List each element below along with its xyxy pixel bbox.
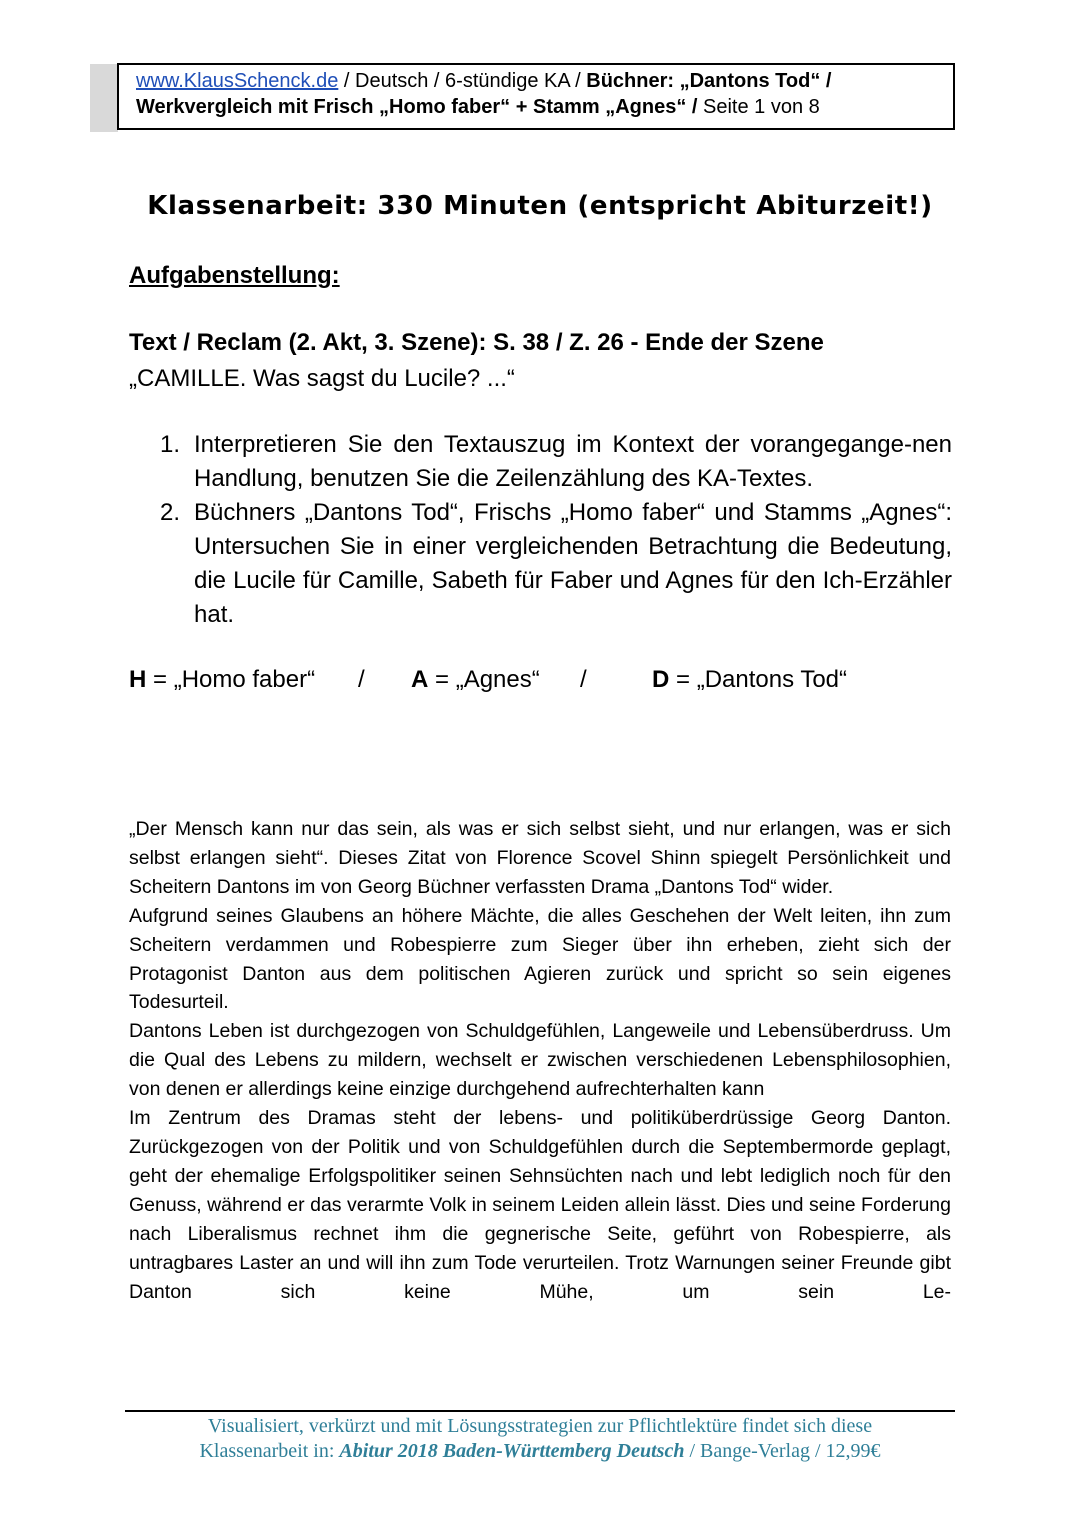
header-subject: / Deutsch / 6-stündige KA / xyxy=(338,70,587,92)
page-number: Seite 1 von 8 xyxy=(697,96,820,118)
page-title: Klassenarbeit: 330 Minuten (entspricht Abiturzeit!) xyxy=(147,191,933,221)
footer-line-2 xyxy=(0,1439,1080,1464)
page-header xyxy=(117,63,955,130)
essay-paragraph: Im Zentrum des Dramas steht der lebens- und politiküberdrüssige Georg Danton. Zurückgezogen von der Politik und von Schuldgefühlen durch die Septembermorde geplagt, geht der ehemalige Erfolgspolitiker seinen Sehnsüchten nach und lebt lediglich noch für den Genuss, während er das verarmte Volk in seinem Leiden allein lässt. Dies und seine Forderung nach Liberalismus rechnet ihm die gegnerische Seite, geführt von Robespierre, als untragbares Laster an und will ihn zum Tode verurteilen. Trotz Warnungen seiner Freunde gibt Danton sich keine Mühe, um sein Le- xyxy=(129,1107,951,1303)
text-reference: Text / Reclam (2. Akt, 3. Szene): S. 38 / Z. 26 - Ende der Szene xyxy=(129,329,824,356)
section-heading: Aufgabenstellung: xyxy=(129,262,340,289)
task-number: 2. xyxy=(160,499,181,526)
legend-value-a: = „Agnes“ xyxy=(428,666,540,693)
website-link[interactable]: www.KlausSchenck.de xyxy=(136,70,339,92)
essay-paragraph: Dantons Leben ist durchgezogen von Schuldgefühlen, Langeweile und Lebensüberdruss. Um die Qual des Lebens zu mildern, wechselt er zwischen verschiedenen Lebensphilosophien, von denen er allerdings keine einzige durchgehend aufrechterhalten kann xyxy=(129,1020,951,1101)
header-accent-bar xyxy=(90,64,118,132)
legend-key-h: H xyxy=(129,666,147,693)
quote-line: „CAMILLE. Was sagst du Lucile? ...“ xyxy=(129,365,515,392)
footer-publisher: / Bange-Verlag / 12,99€ xyxy=(684,1440,881,1462)
legend-separator: / xyxy=(358,666,365,693)
task-list xyxy=(160,428,952,632)
header-line-1 xyxy=(136,68,953,94)
legend-key-d: D xyxy=(652,666,670,693)
header-comparison: Werkvergleich mit Frisch „Homo faber“ + Stamm „Agnes“ / xyxy=(136,96,698,118)
legend-value-d: = „Dantons Tod“ xyxy=(669,666,847,693)
legend-separator: / xyxy=(580,666,587,693)
footer-line-1: Visualisiert, verkürzt und mit Lösungsstrategien zur Pflichtlektüre findet sich diese xyxy=(207,1415,873,1437)
page-footer xyxy=(0,1414,1080,1464)
header-work-title: Büchner: „Dantons Tod“ / xyxy=(586,70,832,92)
task-item xyxy=(160,496,952,632)
footer-prefix: Klassenarbeit in: xyxy=(199,1440,340,1462)
header-line-2 xyxy=(136,94,953,120)
footer-divider xyxy=(125,1410,955,1412)
legend-key-a: A xyxy=(411,666,429,693)
essay-paragraph: „Der Mensch kann nur das sein, als was er sich selbst sieht, und nur erlangen, was er sich selbst erlangen sieht“. Dieses Zitat von Florence Scovel Shinn spiegelt Persönlichkeit und Scheitern Dantons im von Georg Büchner verfassten Drama „Dantons Tod“ wider. xyxy=(129,818,951,898)
essay-body xyxy=(129,815,951,1306)
task-number: 1. xyxy=(160,431,181,458)
task-text: Büchners „Dantons Tod“, Frischs „Homo faber“ und Stamms „Agnes“: Untersuchen Sie in einer vergleichenden Betrachtung die Bedeutung, die Lucile für Camille, Sabeth für Faber und Agnes für den Ich-Erzähler hat. xyxy=(194,499,952,628)
task-item xyxy=(160,428,952,496)
footer-book-title: Abitur 2018 Baden-Württemberg Deutsch xyxy=(339,1440,685,1462)
essay-paragraph: Aufgrund seines Glaubens an höhere Mächte, die alles Geschehen der Welt leiten, ihn zum Scheitern verdammen und Robespierre zum Sieger über ihn erheben, zieht sich der Protagonist Danton aus dem politischen Agieren zurück und spricht so sein eigenes Todesurteil. xyxy=(129,904,951,1014)
legend-value-h: = „Homo faber“ xyxy=(146,666,316,693)
task-text: Interpretieren Sie den Textauszug im Kontext der vorangegange-nen Handlung, benutzen Sie die Zeilenzählung des KA-Textes. xyxy=(194,431,952,492)
